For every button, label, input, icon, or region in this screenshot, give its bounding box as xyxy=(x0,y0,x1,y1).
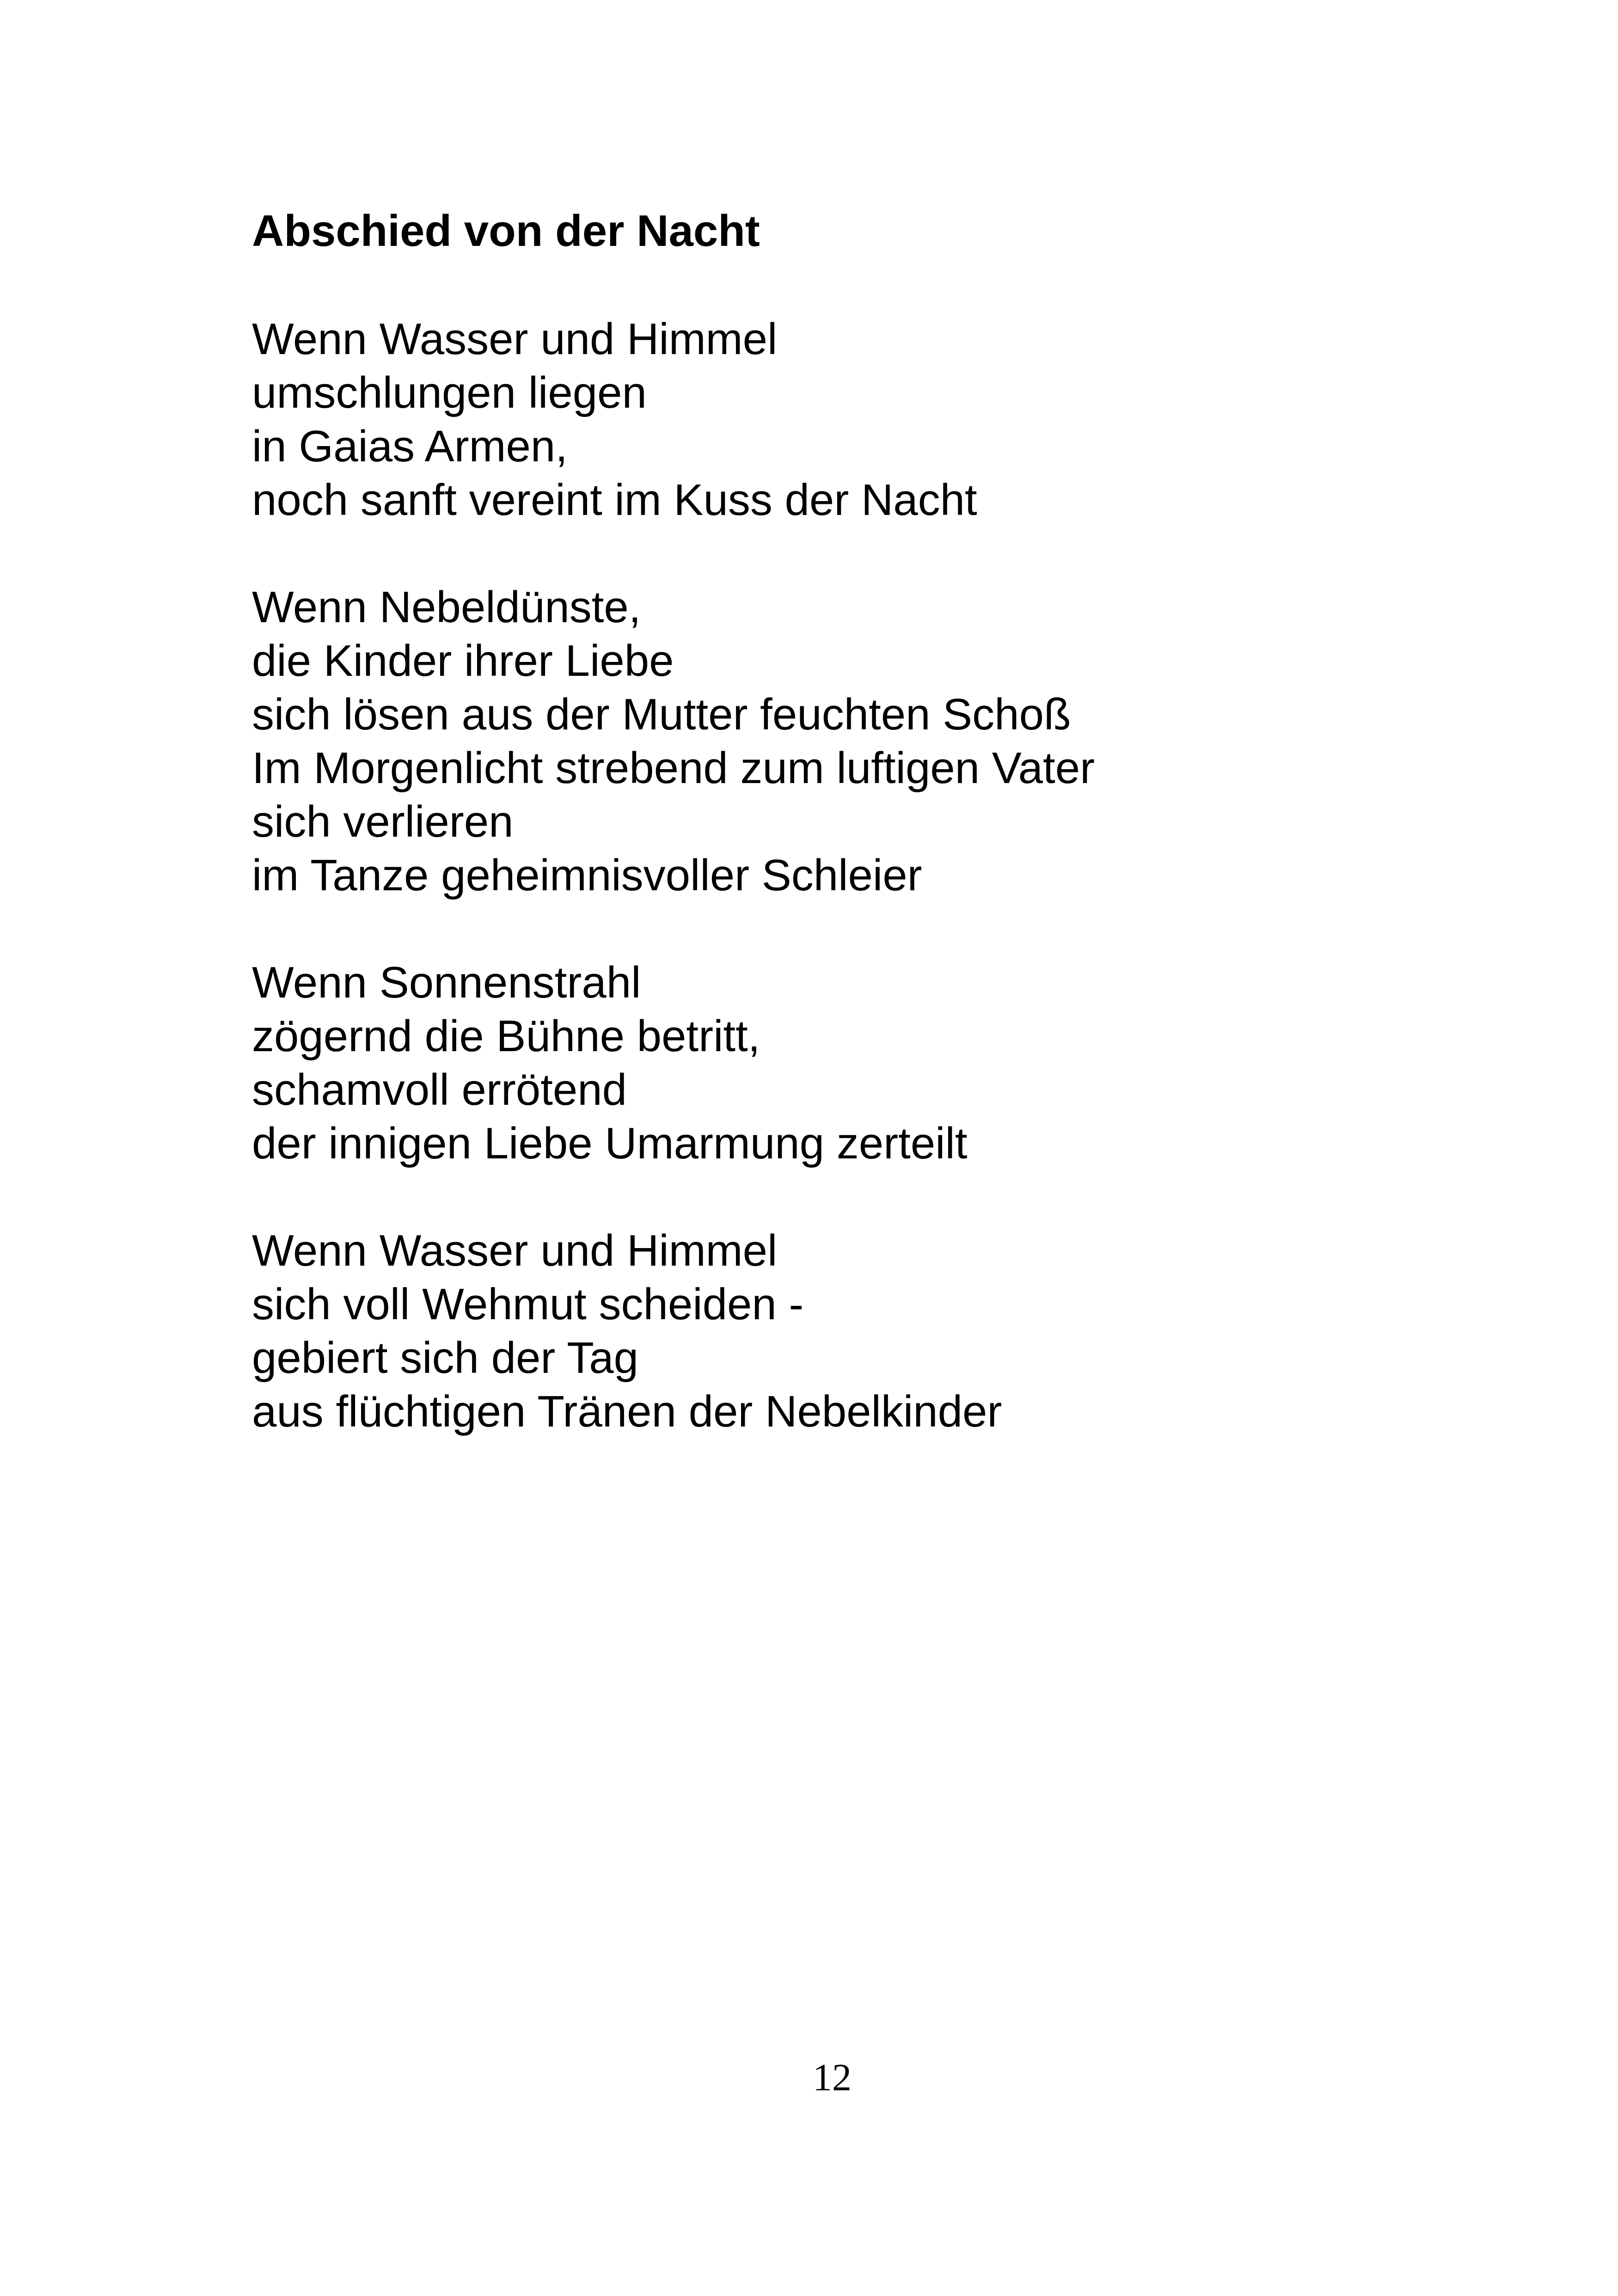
verse-line: Wenn Wasser und Himmel xyxy=(252,314,778,364)
verse-line: aus flüchtigen Tränen der Nebelkinder xyxy=(252,1387,1002,1436)
page-number: 12 xyxy=(813,2056,852,2099)
verse-line: im Tanze geheimnisvoller Schleier xyxy=(252,851,922,900)
stanza-4 xyxy=(252,1224,1454,1439)
verse-line: Im Morgenlicht strebend zum luftigen Vater xyxy=(252,743,1095,793)
verse-line: Wenn Sonnenstrahl xyxy=(252,958,641,1007)
verse-line: schamvoll errötend xyxy=(252,1065,627,1114)
verse-line: noch sanft vereint im Kuss der Nacht xyxy=(252,475,977,525)
stanza-3 xyxy=(252,956,1454,1170)
poem xyxy=(252,203,1454,1439)
verse-line: in Gaias Armen, xyxy=(252,422,568,471)
verse-line: Wenn Wasser und Himmel xyxy=(252,1226,778,1275)
verse-line: sich voll Wehmut scheiden - xyxy=(252,1280,804,1329)
verse-line: sich verlieren xyxy=(252,797,514,846)
verse-line: Wenn Nebeldünste, xyxy=(252,582,641,632)
verse-line: der innigen Liebe Umarmung zerteilt xyxy=(252,1119,968,1168)
verse-line: umschlungen liegen xyxy=(252,368,647,417)
poem-title: Abschied von der Nacht xyxy=(252,206,760,256)
verse-line: sich lösen aus der Mutter feuchten Schoß xyxy=(252,690,1071,739)
verse-line: zögernd die Bühne betritt, xyxy=(252,1011,760,1061)
stanza-1 xyxy=(252,312,1454,527)
verse-line: gebiert sich der Tag xyxy=(252,1333,639,1383)
verse-line: die Kinder ihrer Liebe xyxy=(252,636,674,686)
stanza-2 xyxy=(252,581,1454,902)
